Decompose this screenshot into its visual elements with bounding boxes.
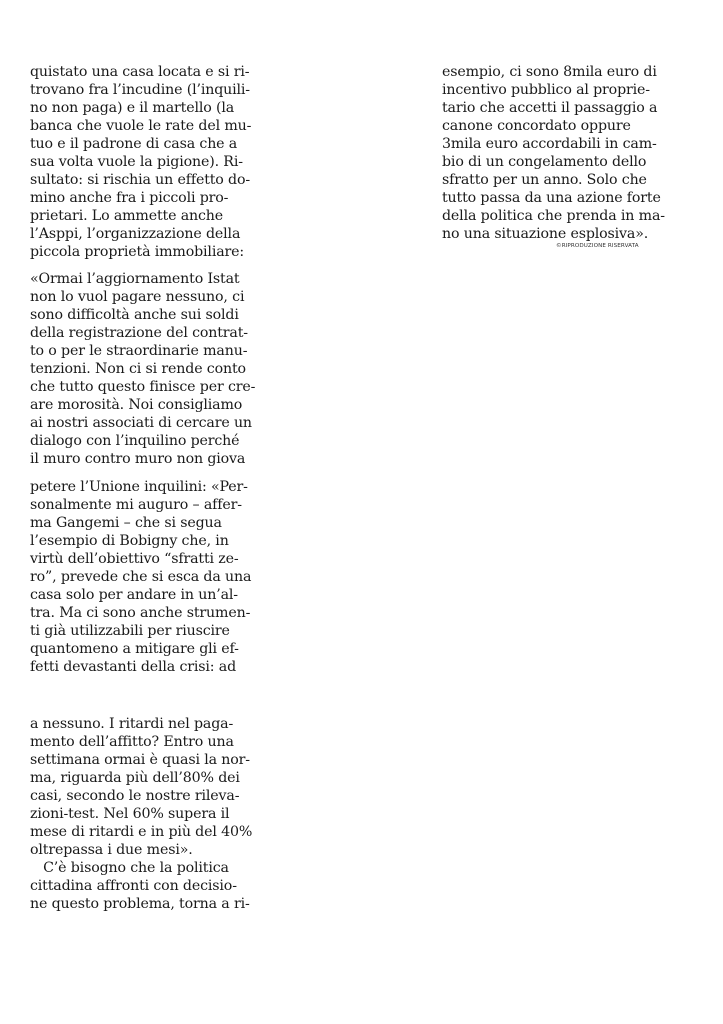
text-line: C’è bisogno che la politica [30, 860, 229, 876]
text-line: non lo vuol pagare nessuno, ci [30, 289, 245, 305]
text-line: tuo e il padrone di casa che a [30, 136, 238, 152]
text-line: ti già utilizzabili per riuscire [30, 623, 230, 639]
text-block-owners [30, 63, 251, 261]
text-line: che tutto questo finisce per cre- [30, 379, 256, 395]
text-line: ma, riguarda più dell’80% dei [30, 770, 240, 786]
text-block-asppi-quote [30, 270, 255, 468]
text-line: l’Asppi, l’organizzazione della [30, 226, 241, 242]
text-line: tra. Ma ci sono anche strumen- [30, 605, 251, 621]
text-line: quantomeno a mitigare gli ef- [30, 641, 239, 657]
text-line: casa solo per andare in un’al- [30, 587, 238, 603]
text-line: quistato una casa locata e si ri- [30, 64, 250, 80]
text-line: «Ormai l’aggiornamento Istat [30, 271, 240, 287]
text-line: sultato: si rischia un effetto do- [30, 172, 251, 188]
text-line: a nessuno. I ritardi nel paga- [30, 716, 234, 732]
text-line: della registrazione del contrat- [30, 325, 248, 341]
text-line: to o per le straordinarie manu- [30, 343, 248, 359]
text-line: ro”, prevede che si esca da una [30, 569, 252, 585]
text-line: piccola proprietà immobiliare: [30, 244, 245, 260]
text-line: banca che vuole le rate del mu- [30, 118, 252, 134]
text-line: mento dell’affitto? Entro una [30, 734, 234, 750]
text-line: mese di ritardi e in più del 40% [30, 824, 253, 840]
text-line: sfratto per un anno. Solo che [442, 172, 647, 188]
text-line: casi, secondo le nostre rileva- [30, 788, 240, 804]
text-line: canone concordato oppure [442, 118, 631, 134]
text-line: settimana ormai è quasi la nor- [30, 752, 250, 768]
text-line: zioni-test. Nel 60% supera il [30, 806, 230, 822]
text-line: della politica che prenda in ma- [442, 208, 665, 224]
text-line: tario che accetti il passaggio a [442, 100, 658, 116]
text-block-incentives [442, 63, 665, 243]
text-line: cittadina affronti con decisio- [30, 878, 237, 894]
text-line: ai nostri associati di cercare un [30, 415, 252, 431]
text-line: tenzioni. Non ci si rende conto [30, 361, 246, 377]
text-line: tutto passa da una azione forte [442, 190, 661, 206]
text-block-unione-inquilini [30, 478, 251, 676]
text-line: incentivo pubblico al proprie- [442, 82, 650, 98]
text-line: il muro contro muro non giova [30, 451, 246, 467]
text-line: ne questo problema, torna a ri- [30, 896, 250, 912]
text-line: dialogo con l’inquilino perché [30, 433, 240, 449]
text-line: mino anche fra i piccoli pro- [30, 190, 229, 206]
text-line: l’esempio di Bobigny che, in [30, 533, 229, 549]
text-line: are morosità. Noi consigliamo [30, 397, 243, 413]
text-line: petere l’Unione inquilini: «Per- [30, 479, 248, 495]
text-line: virtù dell’obiettivo “sfratti ze- [30, 551, 239, 567]
text-line: 3mila euro accordabili in cam- [442, 136, 657, 152]
text-block-rent-delays [30, 715, 252, 913]
copyright-notice: ©RIPRODUZIONE RISERVATA [556, 243, 639, 249]
text-line: prietari. Lo ammette anche [30, 208, 224, 224]
text-line: oltrepassa i due mesi». [30, 842, 193, 858]
text-line: no una situazione esplosiva». [442, 226, 649, 242]
text-line: ma Gangemi – che si segua [30, 515, 222, 531]
text-line: sonalmente mi auguro – affer- [30, 497, 242, 513]
text-line: sono difficoltà anche sui soldi [30, 307, 239, 323]
text-line: fetti devastanti della crisi: ad [30, 659, 237, 675]
text-line: bio di un congelamento dello [442, 154, 647, 170]
text-line: trovano fra l’incudine (l’inquili- [30, 82, 250, 98]
text-line: esempio, ci sono 8mila euro di [442, 64, 657, 80]
text-line: no non paga) e il martello (la [30, 100, 235, 116]
text-line: sua volta vuole la pigione). Ri- [30, 154, 243, 170]
